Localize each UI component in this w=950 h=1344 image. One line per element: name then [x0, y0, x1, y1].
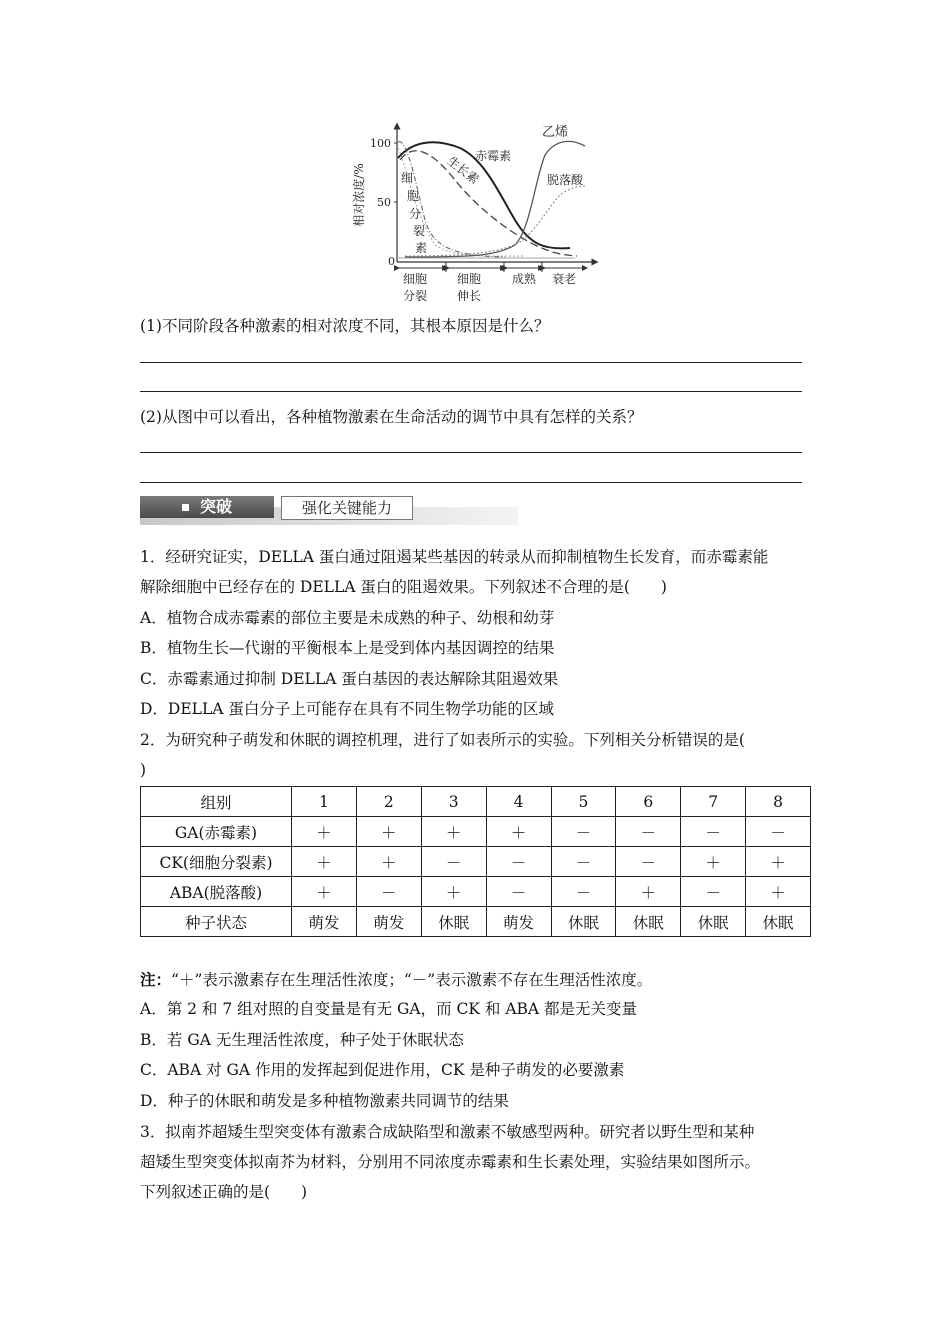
intro-question-2: (2)从图中可以看出，各种植物激素在生命活动的调节中具有怎样的关系？ — [140, 408, 643, 426]
table-cell: － — [356, 877, 421, 907]
gibberellin-label: 赤霉素 — [475, 149, 512, 163]
note-text: “＋”表示激素存在生理活性浓度；“－”表示激素不存在生理活性浓度。 — [171, 971, 653, 989]
cytokinin-label-2: 胞 — [407, 189, 420, 203]
table-cell: ＋ — [681, 847, 746, 877]
q2-option-a: A．第 2 和 7 组对照的自变量是有无 GA，而 CK 和 ABA 都是无关变量 — [140, 1000, 638, 1018]
table-cell: － — [486, 847, 551, 877]
experiment-table — [140, 786, 811, 937]
table-cell: CK(细胞分裂素) — [141, 847, 292, 877]
table-header-row — [141, 787, 811, 817]
cytokinin-label-1: 细 — [401, 171, 414, 185]
q1-stem-line-2: 解除细胞中已经存在的 DELLA 蛋白的阻遏效果。下列叙述不合理的是( ) — [140, 578, 667, 596]
table-cell: － — [681, 817, 746, 847]
auxin-label: 生长素 — [444, 153, 482, 187]
note-label: 注： — [140, 970, 172, 989]
banner-dark-block — [140, 496, 274, 518]
table-row — [141, 877, 811, 907]
banner-dark-text: 突破 — [200, 497, 233, 516]
q1-option-b: B．植物生长—代谢的平衡根本上是受到体内基因调控的结果 — [140, 639, 555, 657]
hormone-curve-graph — [345, 120, 605, 310]
table-cell: ＋ — [292, 817, 357, 847]
table-cell: － — [421, 847, 486, 877]
y-tick-0: 0 — [388, 255, 395, 268]
table-cell: 2 — [356, 787, 421, 817]
banner-light-text: 强化关键能力 — [281, 496, 413, 520]
q2-option-c: C．ABA 对 GA 作用的发挥起到促进作用，CK 是种子萌发的必要激素 — [140, 1061, 625, 1079]
table-cell: － — [551, 877, 616, 907]
table-note — [140, 969, 652, 991]
intro-question-1: (1)不同阶段各种激素的相对浓度不同，其根本原因是什么？ — [140, 317, 550, 335]
table-cell: 组别 — [141, 787, 292, 817]
aba-label: 脱落酸 — [547, 173, 584, 187]
q2-option-b: B．若 GA 无生理活性浓度，种子处于休眠状态 — [140, 1031, 464, 1049]
table-cell: － — [681, 877, 746, 907]
table-cell: ＋ — [292, 877, 357, 907]
table-cell: ＋ — [421, 817, 486, 847]
table-cell: 7 — [681, 787, 746, 817]
q1-stem-line-1: 1．经研究证实，DELLA 蛋白通过阻遏某些基因的转录从而抑制植物生长发育，而赤霉素能 — [140, 548, 769, 566]
answer-line[interactable] — [140, 362, 802, 363]
square-bullet-icon — [182, 504, 189, 511]
table-cell: 休眠 — [616, 907, 681, 937]
answer-line[interactable] — [140, 452, 802, 453]
q2-option-d: D．种子的休眠和萌发是多种植物激素共同调节的结果 — [140, 1092, 509, 1110]
table-cell: － — [551, 847, 616, 877]
q1-option-d: D．DELLA 蛋白分子上可能存在具有不同生物学功能的区域 — [140, 700, 554, 718]
q3-stem-line-1: 3．拟南芥超矮生型突变体有激素合成缺陷型和激素不敏感型两种。研究者以野生型和某种 — [140, 1123, 755, 1141]
table-row — [141, 847, 811, 877]
table-cell: ＋ — [616, 877, 681, 907]
stage-label: 伸长 — [456, 289, 482, 303]
table-cell: ＋ — [486, 817, 551, 847]
q3-stem-line-2: 超矮生型突变体拟南芥为材料，分别用不同浓度赤霉素和生长素处理，实验结果如图所示。 — [140, 1153, 761, 1171]
table-cell: ＋ — [356, 817, 421, 847]
q2-stem-line-1: 2．为研究种子萌发和休眠的调控机理，进行了如表所示的实验。下列相关分析错误的是( — [140, 731, 745, 749]
table-cell: 4 — [486, 787, 551, 817]
table-cell: 3 — [421, 787, 486, 817]
table-cell: － — [616, 817, 681, 847]
table-cell: ＋ — [421, 877, 486, 907]
section-banner — [140, 493, 520, 525]
table-cell: ＋ — [356, 847, 421, 877]
q3-stem-line-3: 下列叙述正确的是( ) — [140, 1183, 308, 1201]
table-cell: ＋ — [292, 847, 357, 877]
cytokinin-label-5: 素 — [415, 241, 428, 255]
table-cell: － — [746, 817, 811, 847]
table-row — [141, 817, 811, 847]
table-cell: 萌发 — [486, 907, 551, 937]
table-cell: GA(赤霉素) — [141, 817, 292, 847]
q1-option-a: A．植物合成赤霉素的部位主要是未成熟的种子、幼根和幼芽 — [140, 609, 555, 627]
table-cell: 休眠 — [681, 907, 746, 937]
table-cell: 休眠 — [551, 907, 616, 937]
y-axis-label: 相对浓度/% — [352, 163, 366, 227]
y-tick-50: 50 — [377, 196, 391, 209]
q2-stem-line-2: ) — [140, 761, 147, 779]
table-cell: ＋ — [746, 847, 811, 877]
hormone-concentration-figure — [345, 120, 605, 310]
stage-label: 细胞 — [456, 272, 482, 286]
answer-line[interactable] — [140, 482, 802, 483]
table-cell: ABA(脱落酸) — [141, 877, 292, 907]
stage-label: 细胞 — [402, 272, 428, 286]
answer-line[interactable] — [140, 391, 802, 392]
stage-label: 衰老 — [551, 272, 577, 286]
table-cell: － — [616, 847, 681, 877]
table-cell: － — [486, 877, 551, 907]
cytokinin-label-3: 分 — [409, 207, 422, 221]
table-cell: 萌发 — [356, 907, 421, 937]
y-tick-100: 100 — [370, 137, 391, 150]
cytokinin-label-4: 裂 — [413, 224, 426, 238]
table-cell: 5 — [551, 787, 616, 817]
table-cell: 休眠 — [746, 907, 811, 937]
table-cell: 萌发 — [292, 907, 357, 937]
ethylene-label: 乙烯 — [542, 125, 569, 140]
stage-label: 分裂 — [402, 289, 428, 303]
table-cell: － — [551, 817, 616, 847]
table-row — [141, 907, 811, 937]
table-cell: 8 — [746, 787, 811, 817]
table-cell: 6 — [616, 787, 681, 817]
table-cell: 休眠 — [421, 907, 486, 937]
q1-option-c: C．赤霉素通过抑制 DELLA 蛋白基因的表达解除其阻遏效果 — [140, 670, 559, 688]
stage-label: 成熟 — [511, 272, 537, 286]
table-cell: 1 — [292, 787, 357, 817]
aba-curve — [405, 186, 585, 256]
table-cell: 种子状态 — [141, 907, 292, 937]
table-cell: ＋ — [746, 877, 811, 907]
